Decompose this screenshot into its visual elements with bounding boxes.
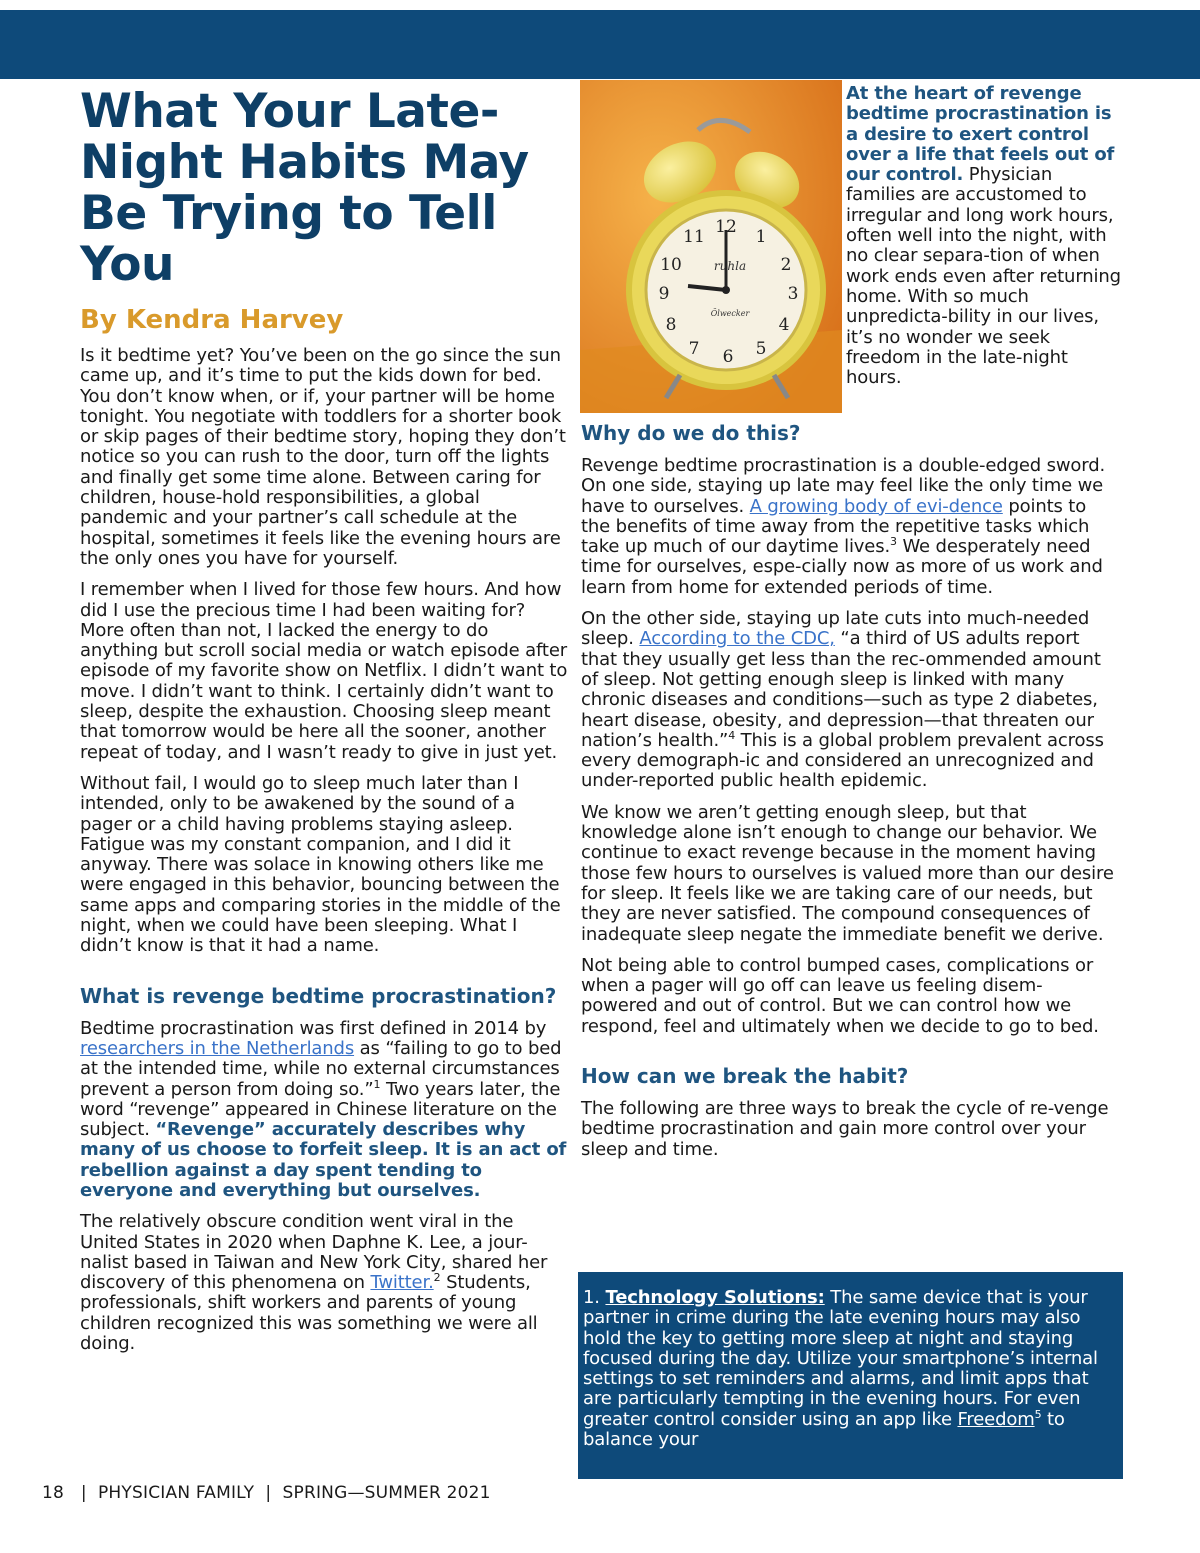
svg-text:6: 6 [722,347,734,367]
footnote-ref: 1 [373,1077,381,1091]
paragraph: I remember when I lived for those few hours. And how did I use the precious time I had been waiting for? More often than not, I lacked the energy to do anything but scroll social media or watch episode after episode of my favorite show on Netflix. I didn’t want to move. I didn’t want to think. I certainly didn’t want to sleep, despite the exhaustion. Choosing sleep meant that tomorrow would be here all the sooner, another repeat of today, and I wasn’t ready to give in just yet. [80,579,568,763]
svg-text:11: 11 [683,227,705,247]
paragraph [80,1019,568,1202]
page-footer [42,1482,491,1504]
svg-text:4: 4 [778,315,790,335]
text-run: Bedtime procrastination was first defined in 2014 by [80,1017,547,1039]
text-run: The same device that is your partner in crime during the late evening hours may also hold the key to getting more sleep at night and staying focused during the day. Utilize your smartphone’s internal settings to set reminders and alarms, and limit apps that are particularly tempting in the evening hours. For even greater control consider using an app like [583,1287,1098,1430]
section-heading: Why do we do this? [581,421,801,445]
svg-text:5: 5 [755,339,767,359]
text-run: The relatively obscure condition went viral in the United States in 2020 when Daphne K. Lee, a jour-nalist based in Taiwan and New York City, shared her discovery of this phenomena on [80,1211,548,1294]
alarm-clock-photo [580,80,842,413]
pull-quote-text [846,84,1121,388]
tip-box [578,1272,1123,1479]
footnote-ref: 3 [890,535,897,549]
text-run: as “failing to go to bed at the intended time, while no external circumstances prevent a person from doing so.” [80,1037,562,1100]
cdc-link[interactable]: According to the CDC, [639,628,835,650]
section-heading: How can we break the habit? [581,1064,909,1089]
svg-text:7: 7 [688,339,700,359]
emphasis-text: “Revenge” accurately describes why many of us choose to forfeit sleep. It is an act of rebellion against a day spent tending to everyone and everything but ourselves. [80,1119,567,1201]
text-run: We desperately need time for ourselves, espe-cially now as more of us work and learn from home for extended periods of time. [581,536,1103,598]
svg-text:3: 3 [787,284,799,304]
paragraph [581,609,1116,792]
alarm-clock-icon [580,80,842,413]
paragraph: The following are three ways to break the cycle of re-venge bedtime procrastination and gain more control over your sleep and time. [581,1098,1109,1160]
text-run: Revenge bedtime procrastination is a double-edged sword. On one side, staying up late may feel like the only time we have to ourselves. [581,455,1106,517]
svg-text:9: 9 [658,284,670,304]
svg-text:1: 1 [755,227,767,247]
footnote-ref: 2 [433,1271,441,1285]
paragraph [80,1212,568,1354]
tip-text [583,1288,1117,1450]
pull-quote [846,84,1121,388]
researchers-link[interactable]: researchers in the Netherlands [80,1037,355,1059]
paragraph: Is it bedtime yet? You’ve been on the go since the sun came up, and it’s time to put the kids down for bed. You don’t know when, or if, your partner will be home tonight. You negotiate with toddlers for a shorter book or skip pages of their bedtime story, hoping they don’t notice so you can rush to the door, turn off the lights and finally get some time alone. Between caring for children, house-hold responsibilities, a global pandemic and your partner’s call schedule at the hospital, sometimes it feels like the evening hours are the only ones you have for yourself. [80,345,566,569]
header-bar [0,10,1200,79]
footnote-ref: 5 [1034,1407,1042,1421]
svg-text:8: 8 [665,315,677,335]
text-run: points to the benefits of time away from the repetitive tasks which take up much of our daytime lives. [581,495,1090,558]
text-run: to balance your [583,1408,1065,1451]
right-column [581,420,1116,1171]
freedom-link[interactable]: Freedom [957,1408,1035,1430]
pull-quote-rest: Physician families are accustomed to irregular and long work hours, often well into the night, with no clear separa-tion of when work ends even after returning home. With so much unpredicta-bility in our lives, it’s no wonder we seek freedom in the late-night hours. [846,164,1121,389]
text-run: “a third of US adults report that they usually get less than the rec-ommended amount of sleep. Not getting enough sleep is linked with many chronic diseases and conditions—such as type 2 diabetes, heart disease, obesity, and depression—that threaten our nation’s health.” [581,628,1101,751]
text-run: This is a global problem prevalent across every demograph-ic and considered an unrecognized and under-reported public health epidemic. [581,729,1104,792]
text-run: Two years later, the word “revenge” appeared in Chinese literature on the subject. [80,1078,561,1141]
evidence-link[interactable]: A growing body of evi-dence [749,495,1003,517]
paragraph: Without fail, I would go to sleep much later than I intended, only to be awakened by the sound of a pager or a child having problems staying asleep. Fatigue was my constant companion, and I did it anyway. There was solace in knowing others like me were engaged in this behavior, bouncing between the same apps and comparing stories in the middle of the night, when we could have been sleeping. What I didn’t know is that it had a name. [80,772,561,957]
twitter-link[interactable]: Twitter. [370,1272,434,1294]
clock-sub: Ölwecker [710,309,750,318]
article-title: What Your Late-Night Habits May Be Trying to Tell You [80,84,529,292]
svg-text:10: 10 [660,255,682,275]
section-heading: What is revenge bedtime procrastination? [80,983,557,1008]
clock-brand: ruhla [713,259,747,273]
tip-number: 1. [583,1287,606,1308]
text-run: On the other side, staying up late cuts into much-needed sleep. [581,608,1090,650]
paragraph: Not being able to control bumped cases, complications or when a pager will go off can leave us feeling disem-powered and out of control. But we can control how we respond, feel and ultimately when we decide to go to bed. [581,954,1099,1037]
paragraph [581,456,1116,598]
footer-text: 18 | PHYSICIAN FAMILY | SPRING—SUMMER 2021 [42,1483,491,1503]
svg-text:2: 2 [780,255,792,275]
pull-quote-strong: At the heart of revenge bedtime procrastination is a desire to exert control over a life that feels out of our control. [846,83,1115,186]
text-run: Students, professionals, shift workers and parents of young children recognized this was something we were all doing. [80,1272,538,1355]
left-column [80,86,568,1365]
paragraph: We know we aren’t getting enough sleep, but that knowledge alone isn’t enough to change our behavior. We continue to exact revenge because in the moment having those few hours to ourselves is valued more than our desire for sleep. It feels like we are taking care of our needs, but they are never satisfied. The compound consequences of inadequate sleep negate the immediate benefit we derive. [581,801,1114,945]
svg-text:12: 12 [715,217,737,237]
footnote-ref: 4 [728,728,736,742]
tip-label: Technology Solutions: [605,1287,825,1308]
byline: By Kendra Harvey [80,305,344,335]
